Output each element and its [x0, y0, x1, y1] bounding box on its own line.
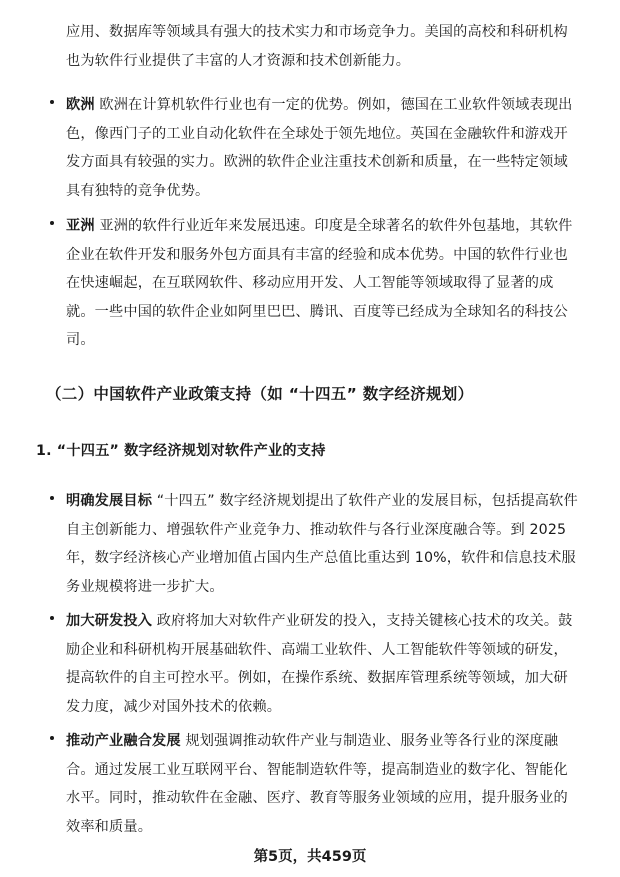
bullet-body: 政府将加大对软件产业研发的投入，支持关键核心技术的攻关。鼓励企业和科研机构开展基础软件、高端工业软件、人工智能软件等领域的研发，提高软件的自主可控水平。例如，在操作系统、数据库管理系统等领域，加大研发力度，减少对国外技术的依赖。 [66, 613, 573, 715]
bullet-body: 规划强调推动软件产业与制造业、服务业等各行业的深度融合。通过发展工业互联网平台、智能制造软件等，提高制造业的数字化、智能化水平。同时，推动软件在金融、医疗、教育等服务业领域的应用，提升服务业的效率和质量。 [66, 733, 568, 835]
bullet-body: 欧洲在计算机软件行业也有一定的优势。例如，德国在工业软件领域表现出色，像西门子的工业自动化软件在全球处于领先地位。英国在金融软件和游戏开发方面具有较强的实力。欧洲的软件企业注重技术创新和质量，在一些特定领域具有独特的竞争优势。 [66, 97, 573, 199]
page-number-footer: 第5页，共459页 [253, 849, 367, 865]
list-item-integration [50, 727, 580, 841]
list-item-rnd [50, 607, 580, 721]
bullet-dot-icon [50, 100, 54, 104]
subsection-heading: 1. “十四五” 数字经济规划对软件产业的支持 [36, 443, 326, 459]
bullet-dot-icon [50, 616, 54, 620]
bullet-dot-icon [50, 496, 54, 500]
bullet-label: 明确发展目标 [66, 493, 153, 509]
section-heading: （二）中国软件产业政策支持（如 “十四五” 数字经济规划） [46, 385, 474, 403]
list-item-asia [50, 212, 580, 355]
continued-paragraph: 应用、数据库等领域具有强大的技术实力和市场竞争力。美国的高校和科研机构也为软件行业提供了丰富的人才资源和技术创新能力。 [66, 24, 568, 69]
bullet-label: 加大研发投入 [66, 613, 153, 629]
list-item-goals [50, 487, 580, 601]
bullet-label: 推动产业融合发展 [66, 733, 181, 749]
list-item-europe [50, 91, 580, 205]
bullet-label: 亚洲 [66, 218, 95, 234]
bullet-body: “十四五” 数字经济规划提出了软件产业的发展目标，包括提高软件自主创新能力、增强软件产业竞争力、推动软件与各行业深度融合等。到 2025 年，数字经济核心产业增加值占国内生产总值比重达到 10%，软件和信息技术服务业规模将进一步扩大。 [66, 493, 578, 595]
bullet-body: 亚洲的软件行业近年来发展迅速。印度是全球著名的软件外包基地，其软件企业在软件开发和服务外包方面具有丰富的经验和成本优势。中国的软件行业也在快速崛起，在互联网软件、移动应用开发、人工智能等领域取得了显著的成就。一些中国的软件企业如阿里巴巴、腾讯、百度等已经成为全球知名的科技公司。 [66, 218, 573, 348]
bullet-dot-icon [50, 736, 54, 740]
bullet-dot-icon [50, 221, 54, 225]
bullet-label: 欧洲 [66, 97, 95, 113]
